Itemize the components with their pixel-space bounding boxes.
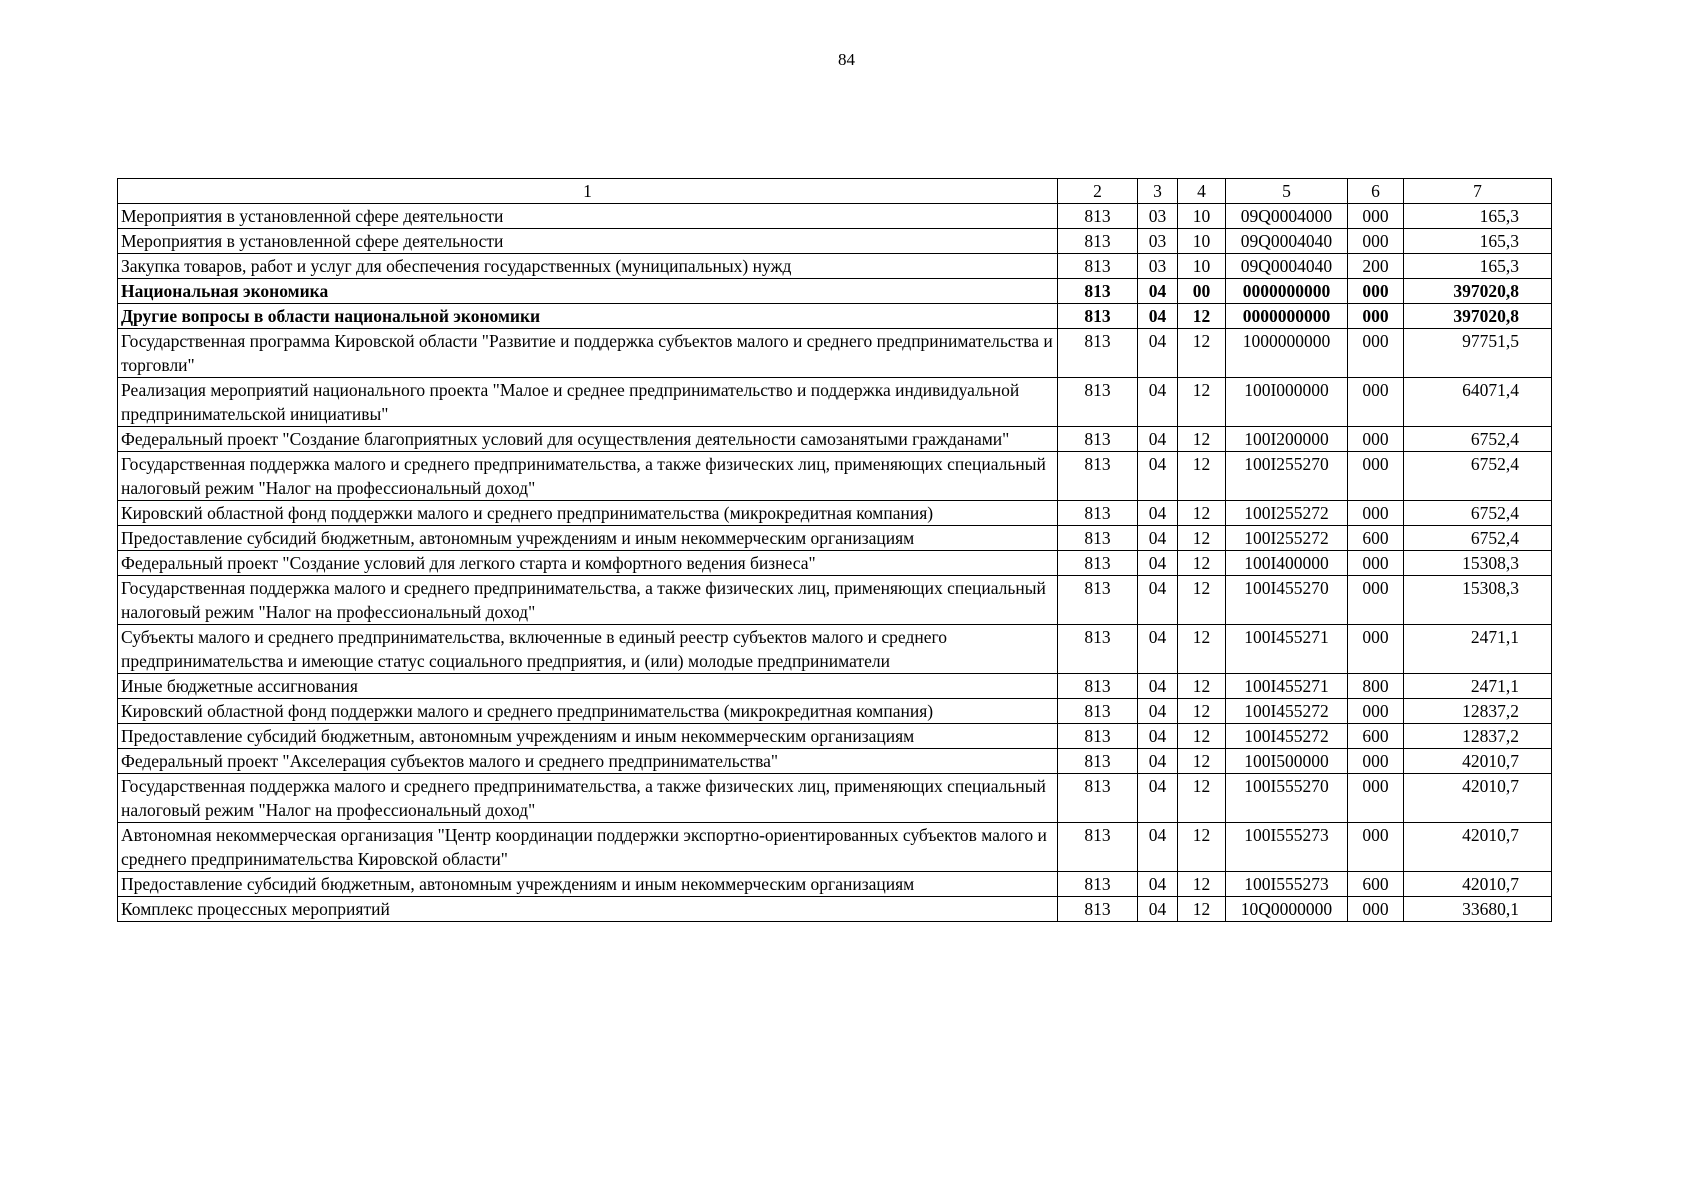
row-code-rz: 04 bbox=[1138, 699, 1178, 724]
row-code-gr: 813 bbox=[1058, 229, 1138, 254]
row-code-pr: 00 bbox=[1178, 279, 1226, 304]
row-code-gr: 813 bbox=[1058, 254, 1138, 279]
row-code-pr: 12 bbox=[1178, 329, 1226, 378]
row-amount: 2471,1 bbox=[1404, 674, 1552, 699]
row-code-pr: 12 bbox=[1178, 526, 1226, 551]
row-code-pr: 10 bbox=[1178, 204, 1226, 229]
row-code-pr: 10 bbox=[1178, 254, 1226, 279]
row-code-gr: 813 bbox=[1058, 329, 1138, 378]
row-code-csr: 100I555273 bbox=[1226, 823, 1348, 872]
row-code-rz: 04 bbox=[1138, 427, 1178, 452]
row-code-gr: 813 bbox=[1058, 452, 1138, 501]
row-name: Предоставление субсидий бюджетным, автономным учреждениям и иным некоммерческим организациям bbox=[118, 724, 1058, 749]
row-code-rz: 04 bbox=[1138, 872, 1178, 897]
row-code-csr: 100I000000 bbox=[1226, 378, 1348, 427]
row-code-vr: 000 bbox=[1348, 823, 1404, 872]
row-name: Иные бюджетные ассигнования bbox=[118, 674, 1058, 699]
row-code-rz: 04 bbox=[1138, 501, 1178, 526]
row-code-rz: 04 bbox=[1138, 551, 1178, 576]
row-amount: 42010,7 bbox=[1404, 749, 1552, 774]
row-name: Федеральный проект "Создание благоприятных условий для осуществления деятельности самозанятыми гражданами" bbox=[118, 427, 1058, 452]
row-code-pr: 12 bbox=[1178, 378, 1226, 427]
row-code-gr: 813 bbox=[1058, 872, 1138, 897]
header-cell: 2 bbox=[1058, 179, 1138, 204]
row-code-rz: 04 bbox=[1138, 452, 1178, 501]
row-code-gr: 813 bbox=[1058, 724, 1138, 749]
row-code-vr: 000 bbox=[1348, 774, 1404, 823]
table-header-row bbox=[118, 179, 1552, 204]
row-code-csr: 1000000000 bbox=[1226, 329, 1348, 378]
row-code-pr: 12 bbox=[1178, 576, 1226, 625]
row-code-gr: 813 bbox=[1058, 749, 1138, 774]
row-code-vr: 600 bbox=[1348, 724, 1404, 749]
row-name: Автономная некоммерческая организация "Центр координации поддержки экспортно-ориентированных субъектов малого и среднего предпринимательства Кировской области" bbox=[118, 823, 1058, 872]
table-row bbox=[118, 279, 1552, 304]
row-name: Комплекс процессных мероприятий bbox=[118, 897, 1058, 922]
row-code-csr: 0000000000 bbox=[1226, 304, 1348, 329]
row-code-vr: 000 bbox=[1348, 329, 1404, 378]
row-code-csr: 100I500000 bbox=[1226, 749, 1348, 774]
row-code-gr: 813 bbox=[1058, 427, 1138, 452]
budget-table bbox=[117, 178, 1552, 922]
table-row bbox=[118, 774, 1552, 823]
table-row bbox=[118, 304, 1552, 329]
row-name: Государственная поддержка малого и среднего предпринимательства, а также физических лиц, применяющих специальный налоговый режим "Налог на профессиональный доход" bbox=[118, 452, 1058, 501]
row-code-gr: 813 bbox=[1058, 823, 1138, 872]
row-code-pr: 12 bbox=[1178, 674, 1226, 699]
row-code-rz: 04 bbox=[1138, 304, 1178, 329]
row-amount: 15308,3 bbox=[1404, 551, 1552, 576]
header-cell: 1 bbox=[118, 179, 1058, 204]
row-code-vr: 200 bbox=[1348, 254, 1404, 279]
row-code-csr: 0000000000 bbox=[1226, 279, 1348, 304]
row-code-vr: 000 bbox=[1348, 551, 1404, 576]
row-code-gr: 813 bbox=[1058, 897, 1138, 922]
row-amount: 6752,4 bbox=[1404, 526, 1552, 551]
table-row bbox=[118, 872, 1552, 897]
row-code-gr: 813 bbox=[1058, 304, 1138, 329]
row-code-pr: 12 bbox=[1178, 774, 1226, 823]
table-row bbox=[118, 378, 1552, 427]
row-code-gr: 813 bbox=[1058, 674, 1138, 699]
row-name: Государственная поддержка малого и среднего предпринимательства, а также физических лиц, применяющих специальный налоговый режим "Налог на профессиональный доход" bbox=[118, 774, 1058, 823]
row-code-rz: 04 bbox=[1138, 526, 1178, 551]
row-code-vr: 000 bbox=[1348, 897, 1404, 922]
table-row bbox=[118, 897, 1552, 922]
row-code-rz: 03 bbox=[1138, 204, 1178, 229]
row-code-rz: 04 bbox=[1138, 823, 1178, 872]
header-cell: 5 bbox=[1226, 179, 1348, 204]
row-amount: 33680,1 bbox=[1404, 897, 1552, 922]
row-amount: 97751,5 bbox=[1404, 329, 1552, 378]
row-code-vr: 000 bbox=[1348, 452, 1404, 501]
row-code-vr: 000 bbox=[1348, 304, 1404, 329]
row-code-pr: 12 bbox=[1178, 304, 1226, 329]
row-code-rz: 03 bbox=[1138, 229, 1178, 254]
row-amount: 165,3 bbox=[1404, 229, 1552, 254]
row-name: Национальная экономика bbox=[118, 279, 1058, 304]
row-name: Субъекты малого и среднего предпринимательства, включенные в единый реестр субъектов малого и среднего предпринимательства и имеющие статус социального предприятия, и (или) молодые предприниматели bbox=[118, 625, 1058, 674]
row-code-vr: 000 bbox=[1348, 427, 1404, 452]
row-amount: 6752,4 bbox=[1404, 452, 1552, 501]
row-code-gr: 813 bbox=[1058, 378, 1138, 427]
row-code-pr: 12 bbox=[1178, 897, 1226, 922]
row-code-pr: 12 bbox=[1178, 625, 1226, 674]
row-code-csr: 09Q0004040 bbox=[1226, 254, 1348, 279]
row-code-pr: 12 bbox=[1178, 427, 1226, 452]
row-code-gr: 813 bbox=[1058, 526, 1138, 551]
row-name: Предоставление субсидий бюджетным, автономным учреждениям и иным некоммерческим организациям bbox=[118, 526, 1058, 551]
table-row bbox=[118, 526, 1552, 551]
row-code-rz: 04 bbox=[1138, 279, 1178, 304]
row-code-pr: 12 bbox=[1178, 872, 1226, 897]
table-row bbox=[118, 229, 1552, 254]
row-amount: 42010,7 bbox=[1404, 774, 1552, 823]
row-code-vr: 000 bbox=[1348, 204, 1404, 229]
row-code-gr: 813 bbox=[1058, 699, 1138, 724]
row-name: Другие вопросы в области национальной экономики bbox=[118, 304, 1058, 329]
row-code-vr: 000 bbox=[1348, 279, 1404, 304]
row-code-pr: 12 bbox=[1178, 823, 1226, 872]
row-code-csr: 100I400000 bbox=[1226, 551, 1348, 576]
row-code-csr: 100I255272 bbox=[1226, 501, 1348, 526]
row-code-pr: 12 bbox=[1178, 699, 1226, 724]
row-name: Закупка товаров, работ и услуг для обеспечения государственных (муниципальных) нужд bbox=[118, 254, 1058, 279]
table-body bbox=[118, 204, 1552, 922]
row-code-gr: 813 bbox=[1058, 204, 1138, 229]
row-name: Мероприятия в установленной сфере деятельности bbox=[118, 229, 1058, 254]
row-code-rz: 04 bbox=[1138, 378, 1178, 427]
row-code-rz: 03 bbox=[1138, 254, 1178, 279]
row-amount: 64071,4 bbox=[1404, 378, 1552, 427]
row-name: Кировский областной фонд поддержки малого и среднего предпринимательства (микрокредитная компания) bbox=[118, 699, 1058, 724]
row-code-csr: 100I555273 bbox=[1226, 872, 1348, 897]
row-code-rz: 04 bbox=[1138, 576, 1178, 625]
row-code-csr: 100I455270 bbox=[1226, 576, 1348, 625]
row-code-rz: 04 bbox=[1138, 897, 1178, 922]
row-name: Федеральный проект "Акселерация субъектов малого и среднего предпринимательства" bbox=[118, 749, 1058, 774]
row-code-gr: 813 bbox=[1058, 501, 1138, 526]
row-code-csr: 100I455271 bbox=[1226, 625, 1348, 674]
row-name: Государственная программа Кировской области "Развитие и поддержка субъектов малого и среднего предпринимательства и торговли" bbox=[118, 329, 1058, 378]
row-amount: 2471,1 bbox=[1404, 625, 1552, 674]
row-code-vr: 000 bbox=[1348, 699, 1404, 724]
row-amount: 165,3 bbox=[1404, 254, 1552, 279]
row-code-pr: 10 bbox=[1178, 229, 1226, 254]
row-code-rz: 04 bbox=[1138, 674, 1178, 699]
header-cell: 7 bbox=[1404, 179, 1552, 204]
table-row bbox=[118, 749, 1552, 774]
row-code-vr: 800 bbox=[1348, 674, 1404, 699]
row-code-pr: 12 bbox=[1178, 551, 1226, 576]
row-amount: 397020,8 bbox=[1404, 279, 1552, 304]
header-cell: 4 bbox=[1178, 179, 1226, 204]
row-code-vr: 000 bbox=[1348, 625, 1404, 674]
row-name: Федеральный проект "Создание условий для легкого старта и комфортного ведения бизнеса" bbox=[118, 551, 1058, 576]
row-code-pr: 12 bbox=[1178, 724, 1226, 749]
page-number: 84 bbox=[838, 50, 855, 69]
row-code-rz: 04 bbox=[1138, 724, 1178, 749]
row-code-gr: 813 bbox=[1058, 625, 1138, 674]
table-row bbox=[118, 204, 1552, 229]
row-code-vr: 000 bbox=[1348, 749, 1404, 774]
row-code-csr: 100I255272 bbox=[1226, 526, 1348, 551]
table-row bbox=[118, 699, 1552, 724]
row-name: Предоставление субсидий бюджетным, автономным учреждениям и иным некоммерческим организациям bbox=[118, 872, 1058, 897]
row-code-csr: 100I255270 bbox=[1226, 452, 1348, 501]
row-code-vr: 000 bbox=[1348, 576, 1404, 625]
row-code-csr: 100I455272 bbox=[1226, 724, 1348, 749]
row-code-vr: 600 bbox=[1348, 872, 1404, 897]
row-code-csr: 10Q0000000 bbox=[1226, 897, 1348, 922]
row-amount: 6752,4 bbox=[1404, 501, 1552, 526]
row-code-rz: 04 bbox=[1138, 625, 1178, 674]
row-code-vr: 000 bbox=[1348, 378, 1404, 427]
row-code-vr: 000 bbox=[1348, 501, 1404, 526]
row-code-vr: 000 bbox=[1348, 229, 1404, 254]
row-code-gr: 813 bbox=[1058, 576, 1138, 625]
row-amount: 6752,4 bbox=[1404, 427, 1552, 452]
row-code-csr: 100I200000 bbox=[1226, 427, 1348, 452]
table-row bbox=[118, 724, 1552, 749]
table-row bbox=[118, 551, 1552, 576]
header-cell: 6 bbox=[1348, 179, 1404, 204]
row-name: Государственная поддержка малого и среднего предпринимательства, а также физических лиц, применяющих специальный налоговый режим "Налог на профессиональный доход" bbox=[118, 576, 1058, 625]
row-code-gr: 813 bbox=[1058, 551, 1138, 576]
row-code-pr: 12 bbox=[1178, 452, 1226, 501]
row-code-rz: 04 bbox=[1138, 329, 1178, 378]
table-row bbox=[118, 427, 1552, 452]
row-amount: 12837,2 bbox=[1404, 724, 1552, 749]
table-row bbox=[118, 674, 1552, 699]
row-name: Реализация мероприятий национального проекта "Малое и среднее предпринимательство и поддержка индивидуальной предпринимательской инициативы" bbox=[118, 378, 1058, 427]
table-row bbox=[118, 329, 1552, 378]
table-row bbox=[118, 576, 1552, 625]
row-name: Кировский областной фонд поддержки малого и среднего предпринимательства (микрокредитная компания) bbox=[118, 501, 1058, 526]
table-row bbox=[118, 823, 1552, 872]
row-amount: 42010,7 bbox=[1404, 823, 1552, 872]
table-row bbox=[118, 501, 1552, 526]
row-code-csr: 100I455271 bbox=[1226, 674, 1348, 699]
row-code-csr: 100I555270 bbox=[1226, 774, 1348, 823]
row-amount: 15308,3 bbox=[1404, 576, 1552, 625]
row-amount: 12837,2 bbox=[1404, 699, 1552, 724]
header-cell: 3 bbox=[1138, 179, 1178, 204]
row-amount: 42010,7 bbox=[1404, 872, 1552, 897]
row-code-pr: 12 bbox=[1178, 501, 1226, 526]
row-code-gr: 813 bbox=[1058, 774, 1138, 823]
row-code-rz: 04 bbox=[1138, 774, 1178, 823]
table-row bbox=[118, 452, 1552, 501]
row-code-pr: 12 bbox=[1178, 749, 1226, 774]
row-code-csr: 09Q0004000 bbox=[1226, 204, 1348, 229]
row-code-gr: 813 bbox=[1058, 279, 1138, 304]
row-code-csr: 100I455272 bbox=[1226, 699, 1348, 724]
row-code-vr: 600 bbox=[1348, 526, 1404, 551]
row-code-rz: 04 bbox=[1138, 749, 1178, 774]
table-row bbox=[118, 625, 1552, 674]
row-amount: 397020,8 bbox=[1404, 304, 1552, 329]
table-row bbox=[118, 254, 1552, 279]
row-code-csr: 09Q0004040 bbox=[1226, 229, 1348, 254]
row-amount: 165,3 bbox=[1404, 204, 1552, 229]
row-name: Мероприятия в установленной сфере деятельности bbox=[118, 204, 1058, 229]
